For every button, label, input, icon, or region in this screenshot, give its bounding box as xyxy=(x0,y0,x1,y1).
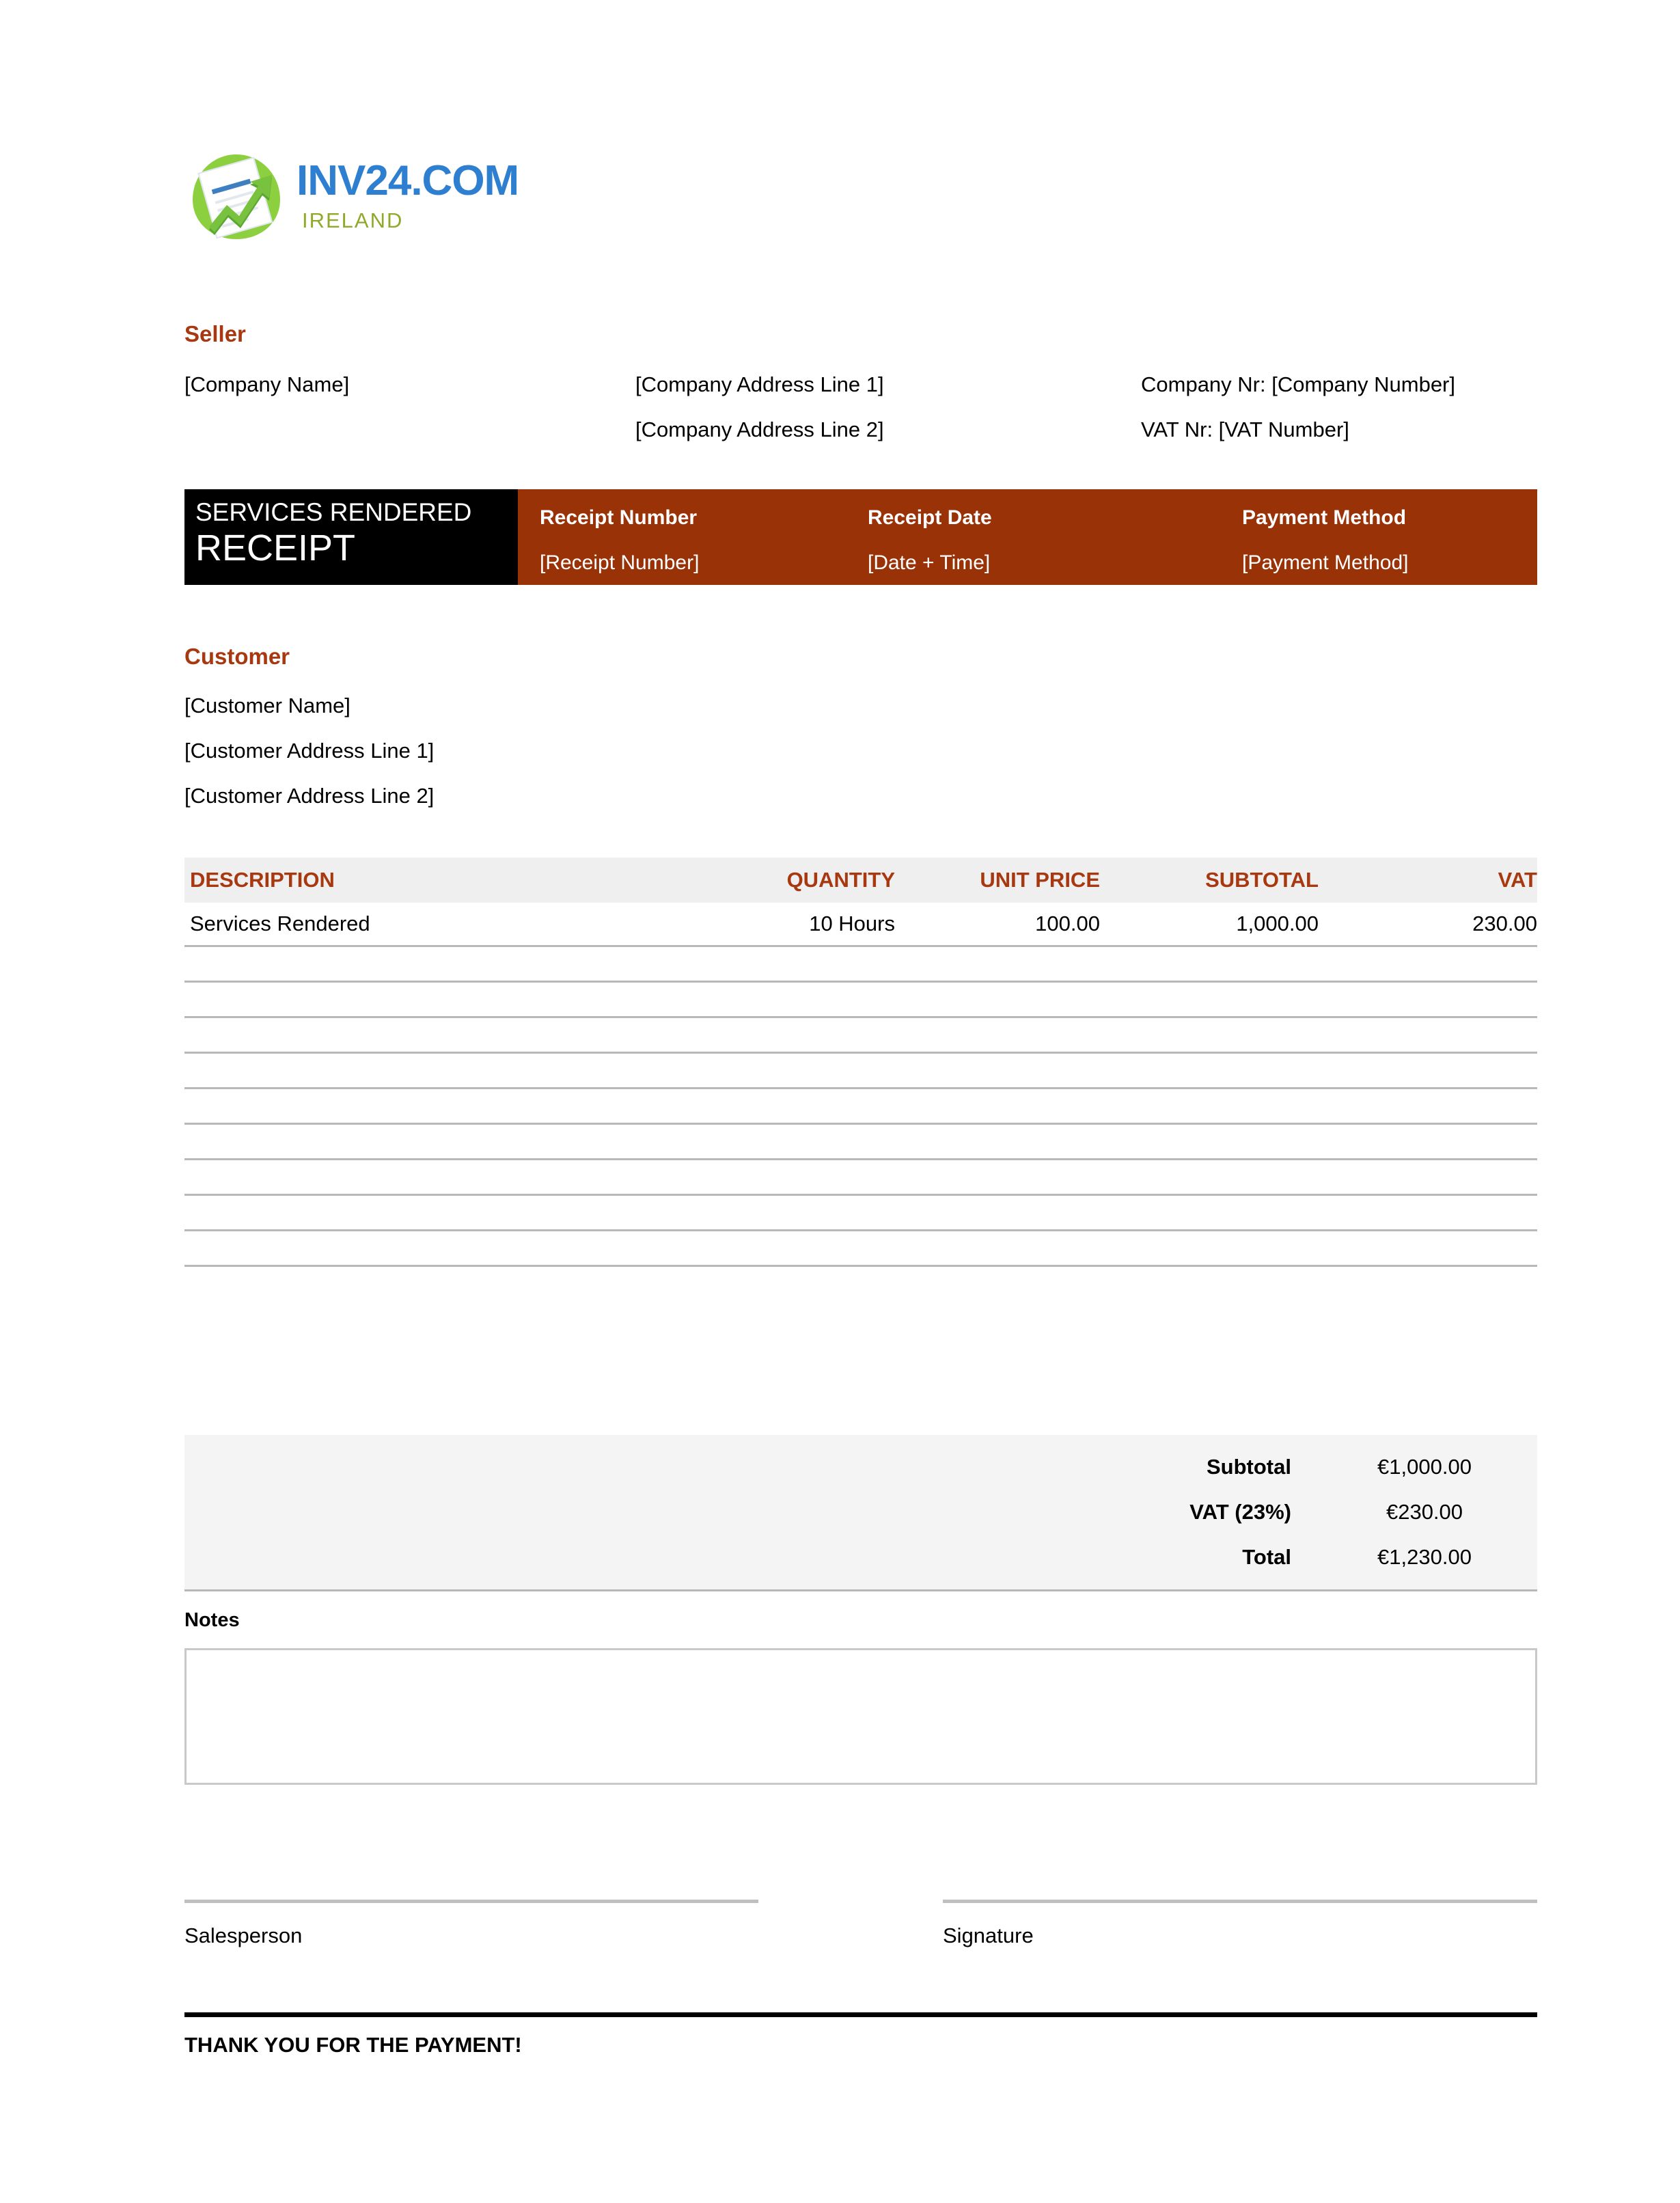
customer-details xyxy=(184,683,434,819)
totals-row-subtotal xyxy=(184,1445,1537,1490)
column-header-description: DESCRIPTION xyxy=(190,868,335,892)
column-header-unit-price: UNIT PRICE xyxy=(980,868,1100,892)
totals-row-total xyxy=(184,1535,1537,1580)
inv24-logo-icon xyxy=(184,149,288,245)
logo-subtitle: IRELAND xyxy=(302,208,404,232)
subtotal-label: Subtotal xyxy=(1207,1455,1291,1479)
seller-row-2 xyxy=(184,407,1537,452)
receipt-date-value: [Date + Time] xyxy=(868,551,991,574)
table-row-empty xyxy=(184,1089,1537,1125)
footer-thank-you: THANK YOU FOR THE PAYMENT! xyxy=(184,2033,522,2057)
receipt-number-value: [Receipt Number] xyxy=(540,551,700,574)
receipt-number-label: Receipt Number xyxy=(540,506,698,529)
line-items-header xyxy=(184,858,1537,903)
seller-heading: Seller xyxy=(184,321,246,346)
customer-address-line-1: [Customer Address Line 1] xyxy=(184,739,435,763)
seller-details xyxy=(184,362,1537,452)
salesperson-label: Salesperson xyxy=(184,1924,303,1947)
logo-title: INV24.COM xyxy=(297,157,519,204)
receipt-title-panel xyxy=(184,489,518,585)
line-items-blank-rows xyxy=(184,947,1537,1267)
brand-wordmark xyxy=(297,149,519,231)
column-header-quantity: QUANTITY xyxy=(786,868,895,892)
footer-divider xyxy=(184,2012,1537,2017)
receipt-kicker: SERVICES RENDERED xyxy=(195,498,472,526)
column-header-vat: VAT xyxy=(1498,868,1537,892)
table-row-empty xyxy=(184,1160,1537,1196)
table-row-empty xyxy=(184,1018,1537,1054)
cell-subtotal: 1,000.00 xyxy=(1236,912,1319,935)
receipt-title: RECEIPT xyxy=(195,528,356,569)
seller-address-line-2: [Company Address Line 2] xyxy=(635,418,884,441)
notes-input[interactable] xyxy=(184,1648,1537,1785)
seller-spacer xyxy=(184,407,635,452)
vat-label: VAT (23%) xyxy=(1189,1500,1291,1524)
totals-row-vat xyxy=(184,1490,1537,1535)
customer-address-line-2: [Customer Address Line 2] xyxy=(184,784,435,808)
table-row xyxy=(184,903,1537,947)
customer-heading: Customer xyxy=(184,644,290,669)
table-row-empty xyxy=(184,1054,1537,1089)
vat-value: €230.00 xyxy=(1386,1500,1463,1524)
signature-area xyxy=(184,1900,1537,1948)
table-row-empty xyxy=(184,947,1537,983)
totals-panel xyxy=(184,1435,1537,1591)
salesperson-line[interactable] xyxy=(184,1900,758,1903)
receipt-number-field xyxy=(540,503,699,578)
subtotal-value: €1,000.00 xyxy=(1377,1455,1472,1479)
seller-row-1 xyxy=(184,362,1537,407)
payment-method-label: Payment Method xyxy=(1242,506,1407,529)
total-label: Total xyxy=(1242,1545,1291,1569)
cell-unit-price: 100.00 xyxy=(1035,912,1100,935)
table-row-empty xyxy=(184,983,1537,1018)
table-row-empty xyxy=(184,1231,1537,1267)
line-items-table xyxy=(184,858,1537,1267)
cell-vat: 230.00 xyxy=(1472,912,1537,935)
table-row-empty xyxy=(184,1196,1537,1231)
table-row-empty xyxy=(184,1125,1537,1160)
notes-label: Notes xyxy=(184,1609,240,1631)
customer-name: [Customer Name] xyxy=(184,694,350,717)
signature-block xyxy=(943,1900,1537,1948)
seller-address-line-1: [Company Address Line 1] xyxy=(635,372,884,396)
seller-company-name: [Company Name] xyxy=(184,372,350,396)
salesperson-block xyxy=(184,1900,758,1948)
payment-method-value: [Payment Method] xyxy=(1242,551,1409,574)
seller-company-number: Company Nr: [Company Number] xyxy=(1141,372,1455,396)
signature-line[interactable] xyxy=(943,1900,1537,1903)
signature-label: Signature xyxy=(943,1924,1034,1947)
receipt-date-label: Receipt Date xyxy=(868,506,992,529)
brand-logo xyxy=(184,149,519,245)
column-header-subtotal: SUBTOTAL xyxy=(1205,868,1319,892)
payment-method-field xyxy=(1242,503,1408,578)
receipt-banner xyxy=(184,489,1537,585)
total-value: €1,230.00 xyxy=(1377,1545,1472,1569)
cell-quantity: 10 Hours xyxy=(809,912,895,935)
receipt-meta-panel xyxy=(518,489,1537,585)
seller-vat-number: VAT Nr: [VAT Number] xyxy=(1141,418,1349,441)
cell-description: Services Rendered xyxy=(190,912,370,935)
receipt-date-field xyxy=(868,503,992,578)
